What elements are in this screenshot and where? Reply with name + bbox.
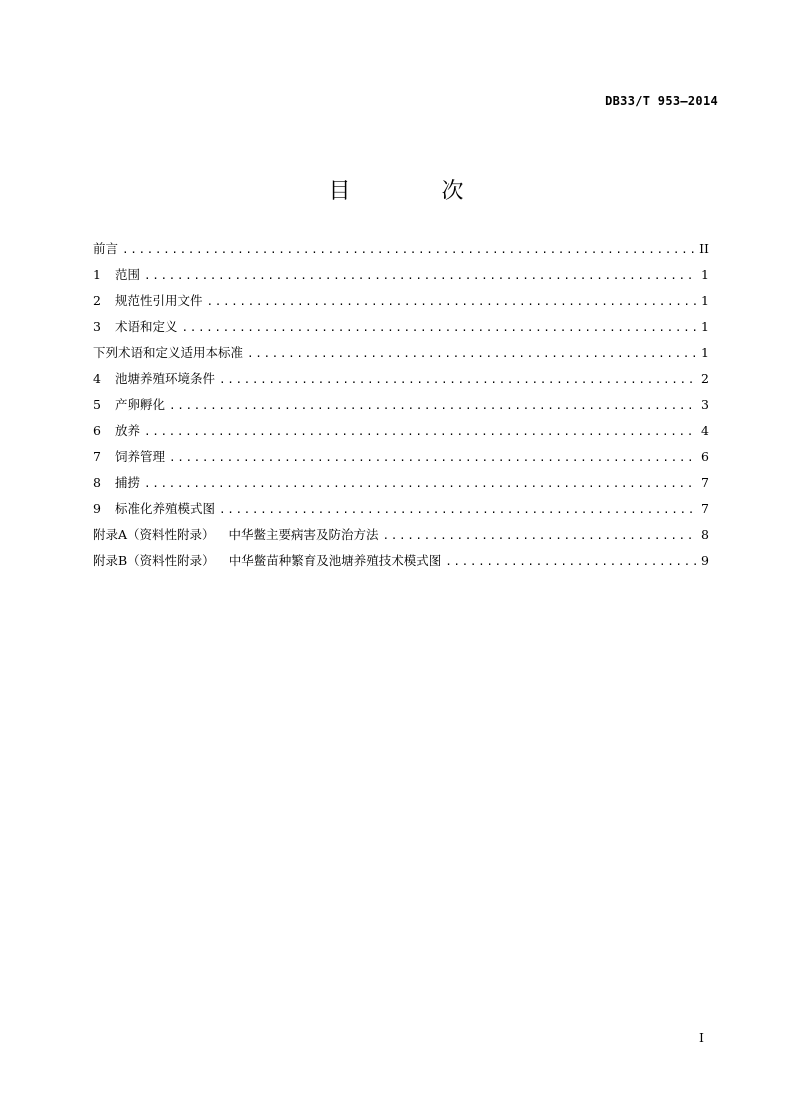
toc-entry-page: II [699, 241, 709, 256]
toc-entry-page: 1 [701, 345, 709, 360]
dot-leader [144, 263, 697, 289]
toc-entry-harvesting[interactable] [93, 470, 709, 496]
toc-entry-page: 7 [701, 475, 709, 490]
dot-leader [122, 237, 695, 263]
toc-entry-label: 池塘养殖环境条件 [115, 371, 216, 386]
toc-entry-label: 附录A（资料性附录） [93, 527, 215, 542]
toc-entry-number: 5 [93, 397, 101, 412]
dot-leader [144, 471, 697, 497]
dot-leader [207, 289, 697, 315]
dot-leader [182, 315, 697, 341]
toc-entry-page: 7 [701, 501, 709, 516]
toc-entry-spawning-hatching[interactable] [93, 392, 709, 418]
toc-entry-label: 标准化养殖模式图 [115, 501, 216, 516]
toc-entry-number: 9 [93, 501, 101, 516]
toc-entry-number: 6 [93, 423, 101, 438]
toc-entry-foreword[interactable] [93, 236, 709, 262]
toc-entry-scope[interactable] [93, 262, 709, 288]
toc-entry-label: 捕捞 [115, 475, 141, 490]
dot-leader [445, 549, 697, 575]
toc-entry-appendix-a[interactable] [93, 522, 709, 548]
toc-entry-terms-definitions[interactable] [93, 314, 709, 340]
toc-entry-label: 范围 [115, 267, 141, 282]
toc-entry-number: 2 [93, 293, 101, 308]
dot-leader [169, 393, 697, 419]
dot-leader [247, 341, 697, 367]
page-number: I [699, 1030, 704, 1045]
toc-entry-label: 规范性引用文件 [115, 293, 203, 308]
toc-entry-subtitle: 中华鳖主要病害及防治方法 [228, 527, 379, 542]
toc-entry-page: 1 [701, 319, 709, 334]
toc-entry-appendix-b[interactable] [93, 548, 709, 574]
dot-leader [144, 419, 697, 445]
toc-entry-number: 1 [93, 267, 101, 282]
toc-entry-number: 3 [93, 319, 101, 334]
toc-entry-number: 8 [93, 475, 101, 490]
toc-entry-page: 8 [701, 527, 709, 542]
toc-entry-normative-references[interactable] [93, 288, 709, 314]
dot-leader [219, 497, 697, 523]
dot-leader [169, 445, 697, 471]
toc-list [93, 236, 709, 574]
toc-entry-stocking[interactable] [93, 418, 709, 444]
toc-entry-number: 7 [93, 449, 101, 464]
toc-entry-page: 9 [701, 553, 709, 568]
toc-entry-feeding-management[interactable] [93, 444, 709, 470]
toc-entry-page: 6 [701, 449, 709, 464]
toc-entry-page: 1 [701, 293, 709, 308]
toc-entry-label: 下列术语和定义适用本标准 [93, 345, 244, 360]
dot-leader [219, 367, 697, 393]
toc-entry-label: 术语和定义 [115, 319, 178, 334]
toc-entry-label: 放养 [115, 423, 141, 438]
toc-title: 目 次 [328, 179, 506, 204]
toc-entry-page: 3 [701, 397, 709, 412]
dot-leader [383, 523, 697, 549]
toc-entry-label: 附录B（资料性附录） [93, 553, 215, 568]
standard-code: DB33/T 953—2014 [605, 94, 718, 108]
toc-entry-page: 1 [701, 267, 709, 282]
toc-entry-label: 产卵孵化 [115, 397, 166, 412]
toc-entry-terms-applicable[interactable] [93, 340, 709, 366]
toc-entry-model-diagram[interactable] [93, 496, 709, 522]
toc-entry-page: 4 [701, 423, 709, 438]
toc-entry-number: 4 [93, 371, 101, 386]
toc-entry-label: 饲养管理 [115, 449, 166, 464]
toc-entry-subtitle: 中华鳖苗种繁育及池塘养殖技术模式图 [228, 553, 442, 568]
toc-entry-pond-conditions[interactable] [93, 366, 709, 392]
toc-entry-page: 2 [701, 371, 709, 386]
toc-entry-label: 前言 [93, 241, 119, 256]
